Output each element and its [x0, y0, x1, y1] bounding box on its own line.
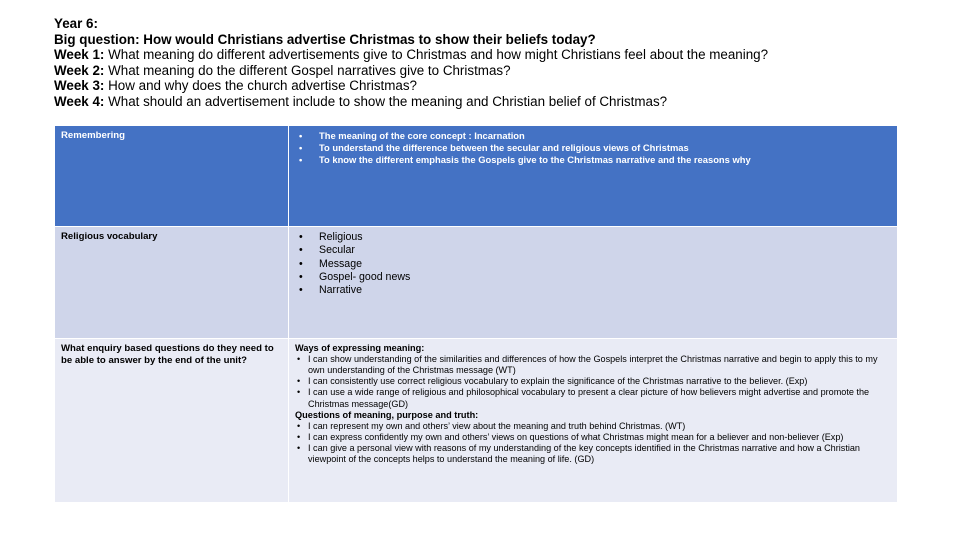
- list-item: • I can consistently use correct religious vocabulary to explain the significance of the Christmas narrative to the believer. (Exp): [295, 376, 891, 387]
- table-row-vocabulary: [55, 227, 898, 339]
- list-item: • I can use a wide range of religious and philosophical vocabulary to present a clear picture of how believers might advertise and promote the Christmas message(GD): [295, 387, 891, 409]
- list-item: • Secular: [295, 244, 891, 257]
- list-item: • Gospel- good news: [295, 271, 891, 284]
- enquiry-label: What enquiry based questions do they need to be able to answer by the end of the unit?: [61, 343, 274, 366]
- table-row-enquiry: [55, 339, 898, 503]
- vocabulary-content-cell: [289, 227, 898, 339]
- questions-of-meaning-list: [295, 421, 891, 465]
- enquiry-content-cell: [289, 339, 898, 503]
- expressing-meaning-list: [295, 354, 891, 409]
- remembering-label-cell: [55, 126, 289, 227]
- vocabulary-list: [295, 231, 891, 297]
- list-item: • To understand the difference between the secular and religious views of Christmas: [295, 142, 891, 154]
- list-item: • Narrative: [295, 284, 891, 297]
- page-header: [54, 16, 934, 110]
- year-label: Year 6:: [54, 16, 98, 31]
- week-3: Week 3: How and why does the church advertise Christmas?: [54, 78, 417, 94]
- list-item: • I can represent my own and others’ view about the meaning and truth behind Christmas. (WT): [295, 421, 891, 432]
- table-row-remembering: [55, 126, 898, 227]
- unit-table: [54, 125, 898, 503]
- week-1: Week 1: What meaning do different advertisements give to Christmas and how might Christians feel about the meaning?: [54, 47, 769, 63]
- list-item: • To know the different emphasis the Gospels give to the Christmas narrative and the reasons why: [295, 154, 891, 166]
- list-item: • Message: [295, 258, 891, 271]
- section-title-questions-of-meaning: Questions of meaning, purpose and truth:: [295, 409, 479, 420]
- big-question: Big question: How would Christians advertise Christmas to show their beliefs today?: [54, 31, 596, 47]
- list-item: • I can give a personal view with reasons of my understanding of the key concepts identified in the Christmas narrative and how a Christian viewpoint of the concepts helps to understand the meaning of life. (GD): [295, 443, 891, 465]
- remembering-label: Remembering: [61, 130, 125, 141]
- section-title-expressing-meaning: Ways of expressing meaning:: [295, 343, 425, 353]
- list-item: • I can express confidently my own and others’ views on questions of what Christmas might mean for a believer and non-believer (Exp): [295, 432, 891, 443]
- list-item: • The meaning of the core concept : Incarnation: [295, 130, 891, 142]
- week-2: Week 2: What meaning do the different Gospel narratives give to Christmas?: [54, 62, 511, 78]
- vocabulary-label: Religious vocabulary: [61, 231, 158, 242]
- list-item: • Religious: [295, 231, 891, 244]
- remembering-content-cell: [289, 126, 898, 227]
- remembering-list: [295, 130, 891, 165]
- enquiry-label-cell: [55, 339, 289, 503]
- list-item: • I can show understanding of the similarities and differences of how the Gospels interpret the Christmas narrative and begin to apply this to my own understanding of the Christmas message (WT): [295, 354, 891, 376]
- vocabulary-label-cell: [55, 227, 289, 339]
- week-4: Week 4: What should an advertisement include to show the meaning and Christian belief of Christmas?: [54, 93, 668, 109]
